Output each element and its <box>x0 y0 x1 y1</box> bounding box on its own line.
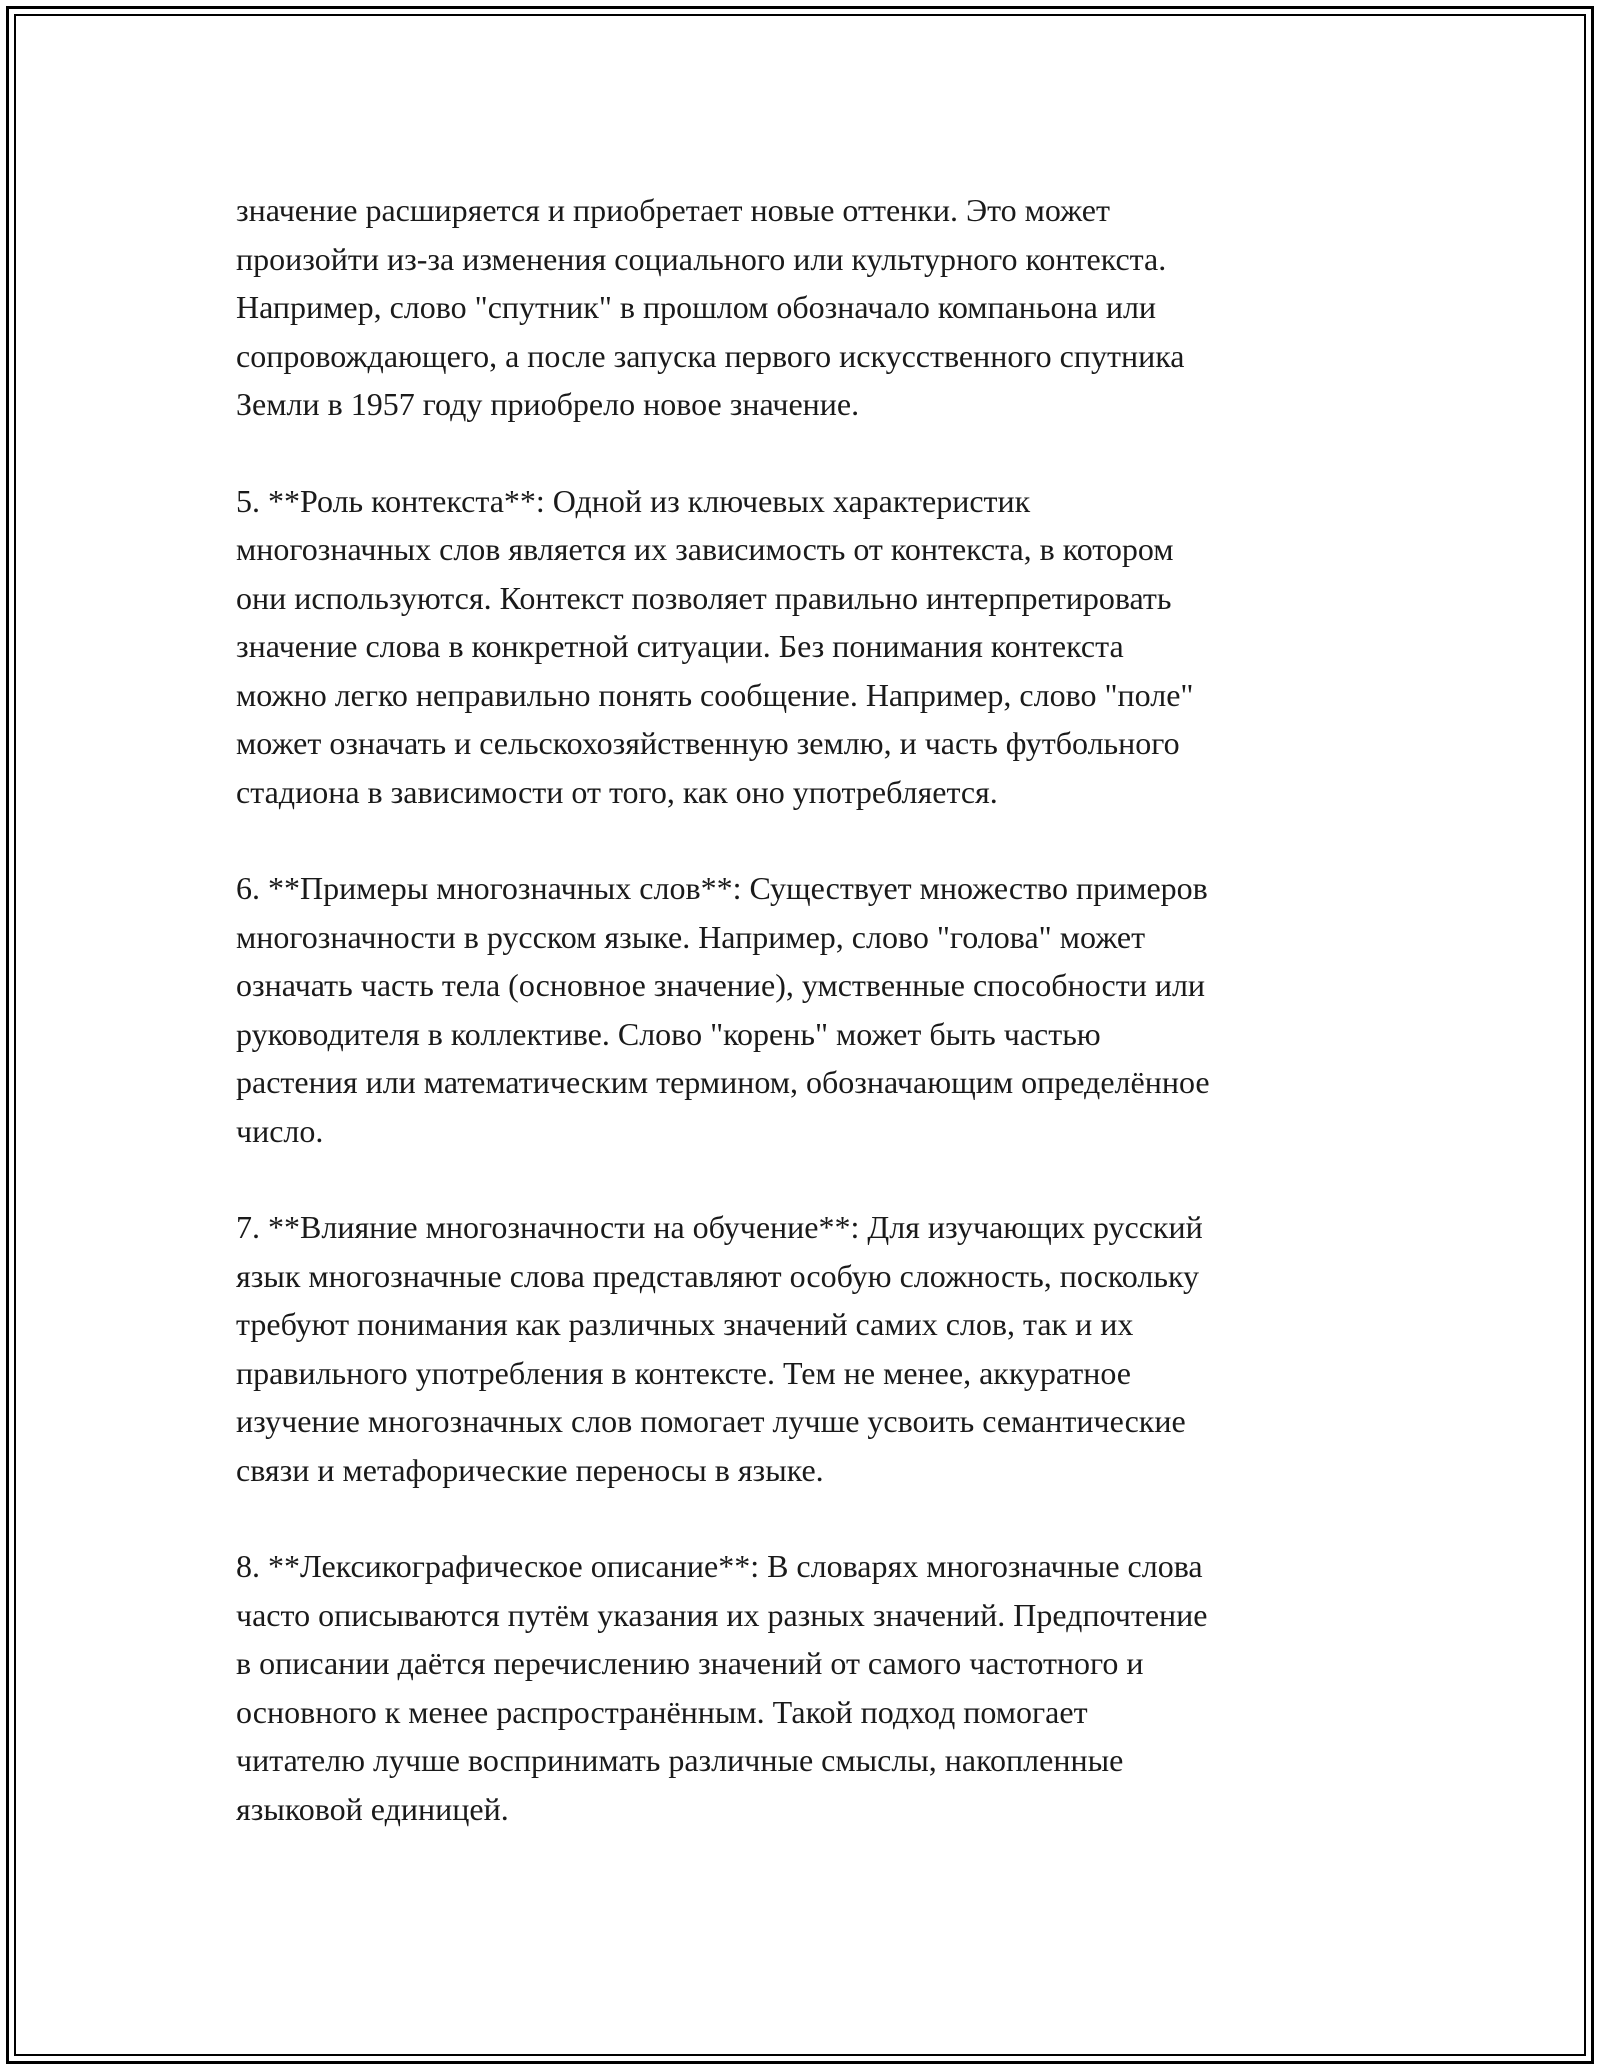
text-line: значение расширяется и приобретает новые оттенки. Это может <box>236 192 1110 228</box>
text-line: 8. **Лексикографическое описание**: В словарях многозначные слова <box>236 1548 1203 1584</box>
text-line: число. <box>236 1112 324 1149</box>
text-line: правильного употребления в контексте. Тем не менее, аккуратное <box>236 1354 1131 1391</box>
text-line: руководителя в коллективе. Слово "корень" может быть частью <box>236 1015 1101 1052</box>
text-line: многозначности в русском языке. Например, слово "голова" может <box>236 918 1146 955</box>
text-line: 7. **Влияние многозначности на обучение**: Для изучающих русский <box>236 1209 1203 1245</box>
text-line: произойти из-за изменения социального или культурного контекста. <box>236 240 1167 277</box>
paragraph-item-5 <box>236 477 1376 817</box>
text-line: они используются. Контекст позволяет правильно интерпретировать <box>236 579 1172 616</box>
text-line: Например, слово "спутник" в прошлом обозначало компаньона или <box>236 289 1157 325</box>
text-line: значение слова в конкретной ситуации. Без понимания контекста <box>236 628 1124 664</box>
text-line: Земли в 1957 году приобрело новое значение. <box>236 386 860 422</box>
text-line: изучение многозначных слов помогает лучше усвоить семантические <box>236 1403 1186 1439</box>
text-line: растения или математическим термином, обозначающим определённое <box>236 1064 1210 1100</box>
text-line: требуют понимания как различных значений самих слов, так и их <box>236 1306 1134 1342</box>
paragraph-item-6 <box>236 864 1376 1155</box>
paragraph-continuation <box>236 186 1376 429</box>
text-line: 5. **Роль контекста**: Одной из ключевых характеристик <box>236 482 1031 519</box>
text-line: связи и метафорические переносы в языке. <box>236 1451 824 1488</box>
text-line: означать часть тела (основное значение), умственные способности или <box>236 967 1206 1003</box>
text-line: язык многозначные слова представляют особую сложность, поскольку <box>236 1257 1200 1294</box>
text-line: в описании даётся перечислению значений от самого частотного и <box>236 1645 1144 1681</box>
text-line: сопровождающего, а после запуска первого искусственного спутника <box>236 337 1185 374</box>
paragraph-item-7 <box>236 1203 1376 1494</box>
paragraph-item-8 <box>236 1542 1376 1833</box>
text-line: многозначных слов является их зависимость от контекста, в котором <box>236 531 1174 567</box>
document-body <box>236 186 1376 1881</box>
text-line: основного к менее распространённым. Такой подход помогает <box>236 1693 1088 1730</box>
text-line: стадиона в зависимости от того, как оно употребляется. <box>236 773 998 810</box>
text-line: языковой единицей. <box>236 1790 509 1827</box>
text-line: может означать и сельскохозяйственную землю, и часть футбольного <box>236 725 1180 761</box>
text-line: читателю лучше воспринимать различные смыслы, накопленные <box>236 1742 1124 1778</box>
text-line: 6. **Примеры многозначных слов**: Существует множество примеров <box>236 870 1208 906</box>
text-line: можно легко неправильно понять сообщение. Например, слово "поле" <box>236 676 1194 713</box>
text-line: часто описываются путём указания их разных значений. Предпочтение <box>236 1596 1208 1633</box>
